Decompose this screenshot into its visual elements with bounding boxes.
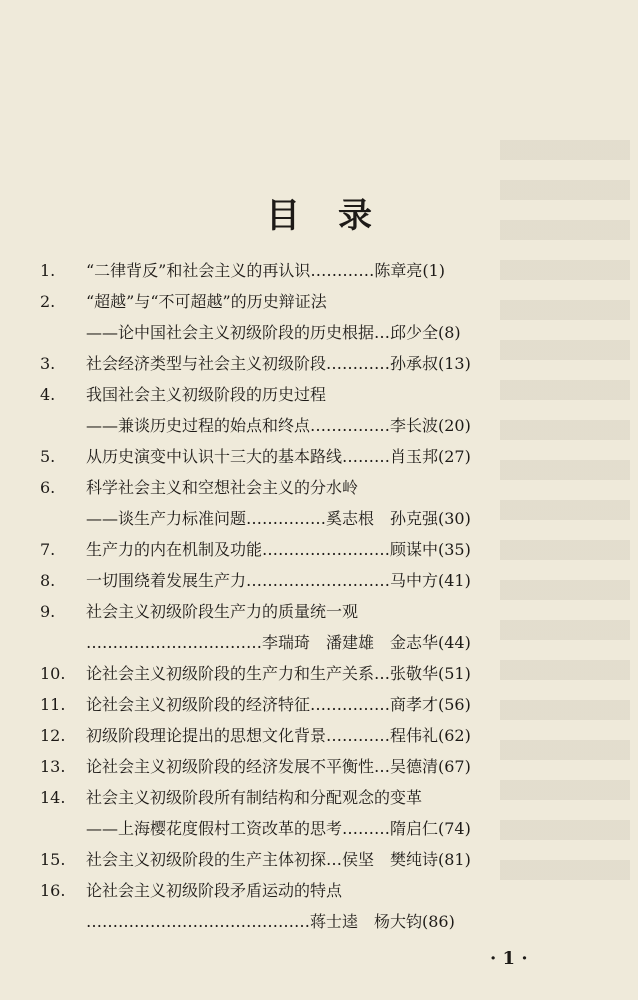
- entry-subtitle: ——论中国社会主义初级阶段的历史根据…邱少全(8): [86, 323, 461, 342]
- toc-line: [40, 348, 610, 379]
- entry-number: 2.: [40, 292, 56, 311]
- toc-line: [40, 503, 610, 534]
- entry-title: 社会主义初级阶段生产力的质量统一观: [86, 602, 359, 621]
- table-of-contents: [40, 255, 610, 937]
- entry-number: 16.: [40, 881, 66, 900]
- toc-line: [40, 658, 610, 689]
- entry-subtitle: ……………………………李瑞琦 潘建雄 金志华(44): [86, 633, 471, 652]
- entry-title: 初级阶段理论提出的思想文化背景…………程伟礼(62): [86, 726, 471, 745]
- toc-line: [40, 472, 610, 503]
- entry-number: 13.: [40, 757, 66, 776]
- entry-number: 9.: [40, 602, 56, 621]
- toc-line: [40, 286, 610, 317]
- toc-line: [40, 255, 610, 286]
- toc-line: [40, 782, 610, 813]
- entry-title: 社会经济类型与社会主义初级阶段…………孙承叔(13): [86, 354, 471, 373]
- page-number: · 1 ·: [490, 948, 528, 969]
- entry-title: 我国社会主义初级阶段的历史过程: [86, 385, 327, 404]
- entry-number: 1.: [40, 261, 56, 280]
- entry-number: 8.: [40, 571, 56, 590]
- toc-line: [40, 627, 610, 658]
- entry-number: 5.: [40, 447, 56, 466]
- entry-number: 4.: [40, 385, 56, 404]
- toc-line: [40, 875, 610, 906]
- toc-line: [40, 565, 610, 596]
- entry-number: 12.: [40, 726, 66, 745]
- entry-title: 论社会主义初级阶段的经济发展不平衡性…吴德清(67): [86, 757, 471, 776]
- toc-line: [40, 410, 610, 441]
- toc-line: [40, 689, 610, 720]
- entry-number: 11.: [40, 695, 66, 714]
- toc-line: [40, 317, 610, 348]
- entry-title: 从历史演变中认识十三大的基本路线………肖玉邦(27): [86, 447, 471, 466]
- entry-number: 10.: [40, 664, 66, 683]
- entry-title: 科学社会主义和空想社会主义的分水岭: [86, 478, 359, 497]
- entry-number: 15.: [40, 850, 66, 869]
- page-title: 目录: [266, 196, 410, 236]
- toc-line: [40, 534, 610, 565]
- entry-title: 生产力的内在机制及功能……………………顾谋中(35): [86, 540, 471, 559]
- entry-number: 14.: [40, 788, 66, 807]
- toc-line: [40, 844, 610, 875]
- entry-title: “二律背反”和社会主义的再认识…………陈章亮(1): [86, 261, 446, 280]
- toc-line: [40, 906, 610, 937]
- entry-title: 论社会主义初级阶段的生产力和生产关系…张敬华(51): [86, 664, 471, 683]
- entry-subtitle: ——上海樱花度假村工资改革的思考………隋启仁(74): [86, 819, 471, 838]
- toc-line: [40, 441, 610, 472]
- toc-line: [40, 813, 610, 844]
- entry-number: 6.: [40, 478, 56, 497]
- entry-title: “超越”与“不可超越”的历史辩证法: [86, 292, 327, 311]
- toc-line: [40, 720, 610, 751]
- entry-number: 3.: [40, 354, 56, 373]
- entry-subtitle: ……………………………………蒋士逵 杨大钧(86): [86, 912, 455, 931]
- entry-title: 一切围绕着发展生产力………………………马中方(41): [86, 571, 471, 590]
- entry-subtitle: ——兼谈历史过程的始点和终点……………李长波(20): [86, 416, 471, 435]
- entry-title: 论社会主义初级阶段矛盾运动的特点: [86, 881, 343, 900]
- entry-number: 7.: [40, 540, 56, 559]
- entry-title: 社会主义初级阶段的生产主体初探…侯坚 樊纯诗(81): [86, 850, 471, 869]
- toc-line: [40, 379, 610, 410]
- toc-line: [40, 596, 610, 627]
- entry-subtitle: ——谈生产力标准问题……………奚志根 孙克强(30): [86, 509, 471, 528]
- entry-title: 论社会主义初级阶段的经济特征……………商孝才(56): [86, 695, 471, 714]
- entry-title: 社会主义初级阶段所有制结构和分配观念的变革: [86, 788, 423, 807]
- toc-line: [40, 751, 610, 782]
